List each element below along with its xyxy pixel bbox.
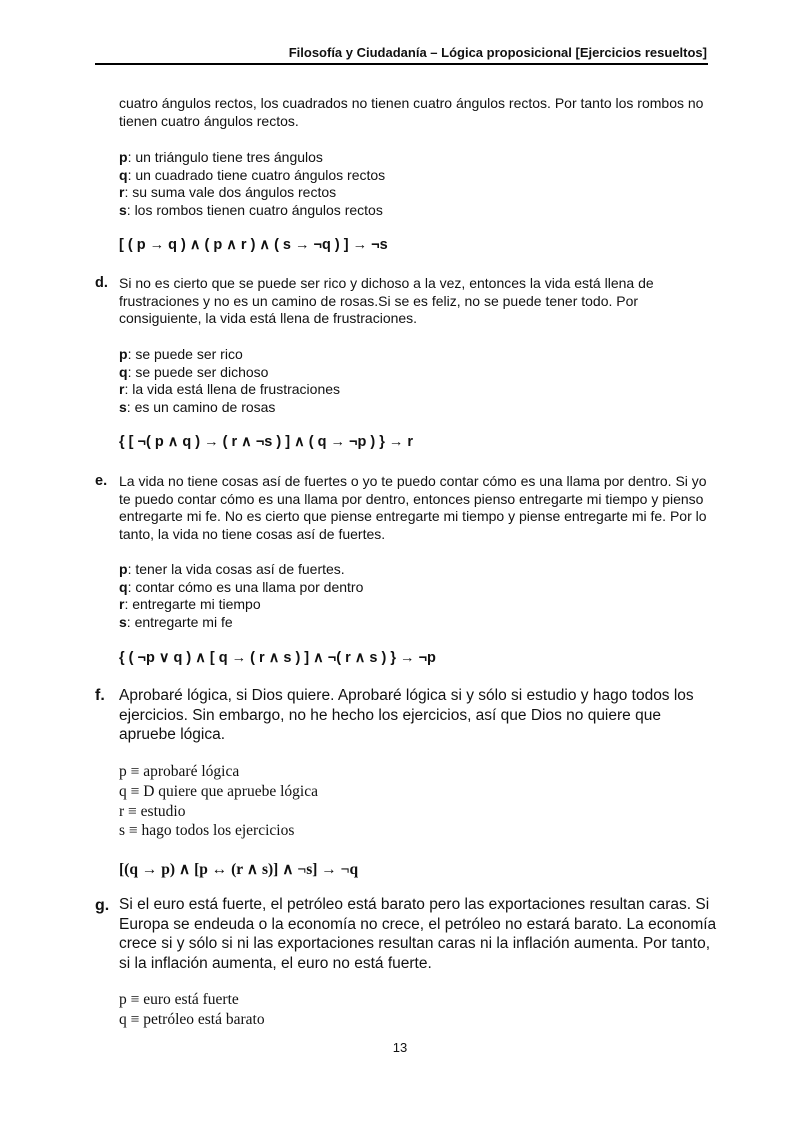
variable-symbol: p [119, 561, 128, 577]
variable-meaning: ≡ estudio [124, 802, 186, 820]
variable-meaning: : contar cómo es una llama por dentro [127, 578, 364, 595]
section-g-variables [119, 990, 699, 1030]
variable-definition [119, 802, 699, 822]
section-d-letter: d. [95, 275, 108, 291]
section-g-paragraph: Si el euro está fuerte, el petróleo está barato pero las exportaciones resultan caras. Si Europa se endeuda o la economía no crece, el petróleo no estará barato. La economía crece si y sólo si ni las exportaciones resultan caras ni la inflación aumenta. Por tanto, si la inflación aumenta, el euro no está fuerte. [119, 896, 717, 972]
variable-meaning: ≡ hago todos los ejercicios [125, 822, 295, 840]
variable-definition [119, 782, 699, 802]
header-rule [95, 63, 708, 65]
variable-symbol: q [119, 782, 127, 800]
variable-symbol: r [119, 381, 125, 397]
variable-meaning: : se puede ser dichoso [127, 363, 269, 380]
variable-symbol: q [119, 578, 128, 595]
variable-meaning: : es un camino de rosas [126, 398, 276, 415]
variable-symbol: r [119, 184, 125, 200]
section-g-letter: g. [95, 897, 110, 914]
variable-symbol: q [119, 166, 128, 183]
variable-meaning: ≡ petróleo está barato [126, 1010, 265, 1028]
variable-definition [119, 399, 699, 417]
variable-symbol: r [119, 596, 125, 612]
section-c-formula: [ ( p → q ) ∧ ( p ∧ r ) ∧ ( s → ¬q ) ] → ¬s [119, 237, 388, 253]
variable-meaning: : tener la vida cosas así de fuertes. [127, 561, 345, 577]
section-e-paragraph: La vida no tiene cosas así de fuertes o yo te puedo contar cómo es una llama por dentro. Si yo te puedo contar cómo es una llama por dentro, entonces pienso entregarte mi tiempo y pienso entregarte mi fe. No es cierto que piense entregarte mi tiempo y piense entregarte mi fe. Por lo tanto, la vida no tiene cosas así de fuertes. [119, 473, 707, 542]
variable-definition [119, 1010, 699, 1030]
variable-meaning: : entregarte mi fe [126, 613, 233, 630]
section-d-variables [119, 346, 699, 416]
page-number: 13 [392, 1040, 408, 1055]
variable-definition [119, 364, 699, 382]
variable-definition [119, 381, 699, 399]
running-header: Filosofía y Ciudadanía – Lógica proposicional [Ejercicios resueltos] [288, 45, 707, 60]
section-e-formula: { ( ¬p ∨ q ) ∧ [ q → ( r ∧ s ) ] ∧ ¬( r ∧ s ) } → ¬p [119, 650, 436, 666]
section-f-paragraph: Aprobaré lógica, si Dios quiere. Aprobaré lógica si y sólo si estudio y hago todos los ejercicios. Sin embargo, no he hecho los ejercicios, así que Dios no quiere que apruebe lógica. [119, 687, 694, 743]
variable-symbol: s [119, 613, 127, 630]
variable-symbol: s [119, 201, 127, 218]
variable-definition [119, 202, 699, 220]
section-d-formula: { [ ¬( p ∧ q ) → ( r ∧ ¬s ) ] ∧ ( q → ¬p ) } → r [119, 434, 414, 450]
variable-symbol: p [119, 991, 127, 1008]
section-d-paragraph: Si no es cierto que se puede ser rico y dichoso a la vez, entonces la vida está llena de frustraciones y no es un camino de rosas.Si se es feliz, no se puede tener todo. Por consiguiente, la vida está llena de frustraciones. [119, 275, 654, 326]
variable-symbol: s [119, 822, 126, 840]
variable-meaning: : se puede ser rico [127, 346, 243, 362]
variable-definition [119, 614, 699, 632]
variable-meaning: : los rombos tienen cuatro ángulos rectos [126, 201, 383, 218]
variable-symbol: p [119, 346, 128, 362]
variable-definition [119, 762, 699, 782]
variable-meaning: : su suma vale dos ángulos rectos [124, 184, 337, 200]
section-f-variables [119, 762, 699, 841]
variable-definition [119, 149, 699, 167]
section-e-letter: e. [95, 473, 108, 489]
variable-meaning: ≡ D quiere que apruebe lógica [126, 782, 318, 800]
variable-definition [119, 167, 699, 185]
variable-meaning: : un cuadrado tiene cuatro ángulos rectos [127, 166, 386, 183]
variable-meaning: : entregarte mi tiempo [124, 596, 261, 612]
section-c-variables [119, 149, 699, 219]
variable-definition [119, 561, 699, 579]
variable-definition [119, 346, 699, 364]
variable-definition [119, 579, 699, 597]
section-e-variables [119, 561, 699, 631]
variable-symbol: p [119, 149, 128, 165]
variable-symbol: s [119, 398, 127, 415]
variable-definition [119, 184, 699, 202]
variable-symbol: q [119, 1010, 127, 1028]
variable-symbol: q [119, 363, 128, 380]
variable-symbol: r [119, 802, 125, 820]
section-f-letter: f. [95, 687, 105, 704]
variable-definition [119, 821, 699, 841]
section-c-paragraph: cuatro ángulos rectos, los cuadrados no tienen cuatro ángulos rectos. Por tanto los rombos no tienen cuatro ángulos rectos. [119, 95, 704, 129]
variable-meaning: : la vida está llena de frustraciones [124, 381, 341, 397]
variable-symbol: p [119, 763, 127, 780]
variable-definition [119, 596, 699, 614]
variable-definition [119, 990, 699, 1010]
variable-meaning: ≡ euro está fuerte [126, 991, 239, 1008]
variable-meaning: ≡ aprobaré lógica [126, 763, 240, 780]
section-f-formula: [(q → p) ∧ [p ↔ (r ∧ s)] ∧ ¬s] → ¬q [119, 861, 359, 878]
variable-meaning: : un triángulo tiene tres ángulos [127, 149, 323, 165]
